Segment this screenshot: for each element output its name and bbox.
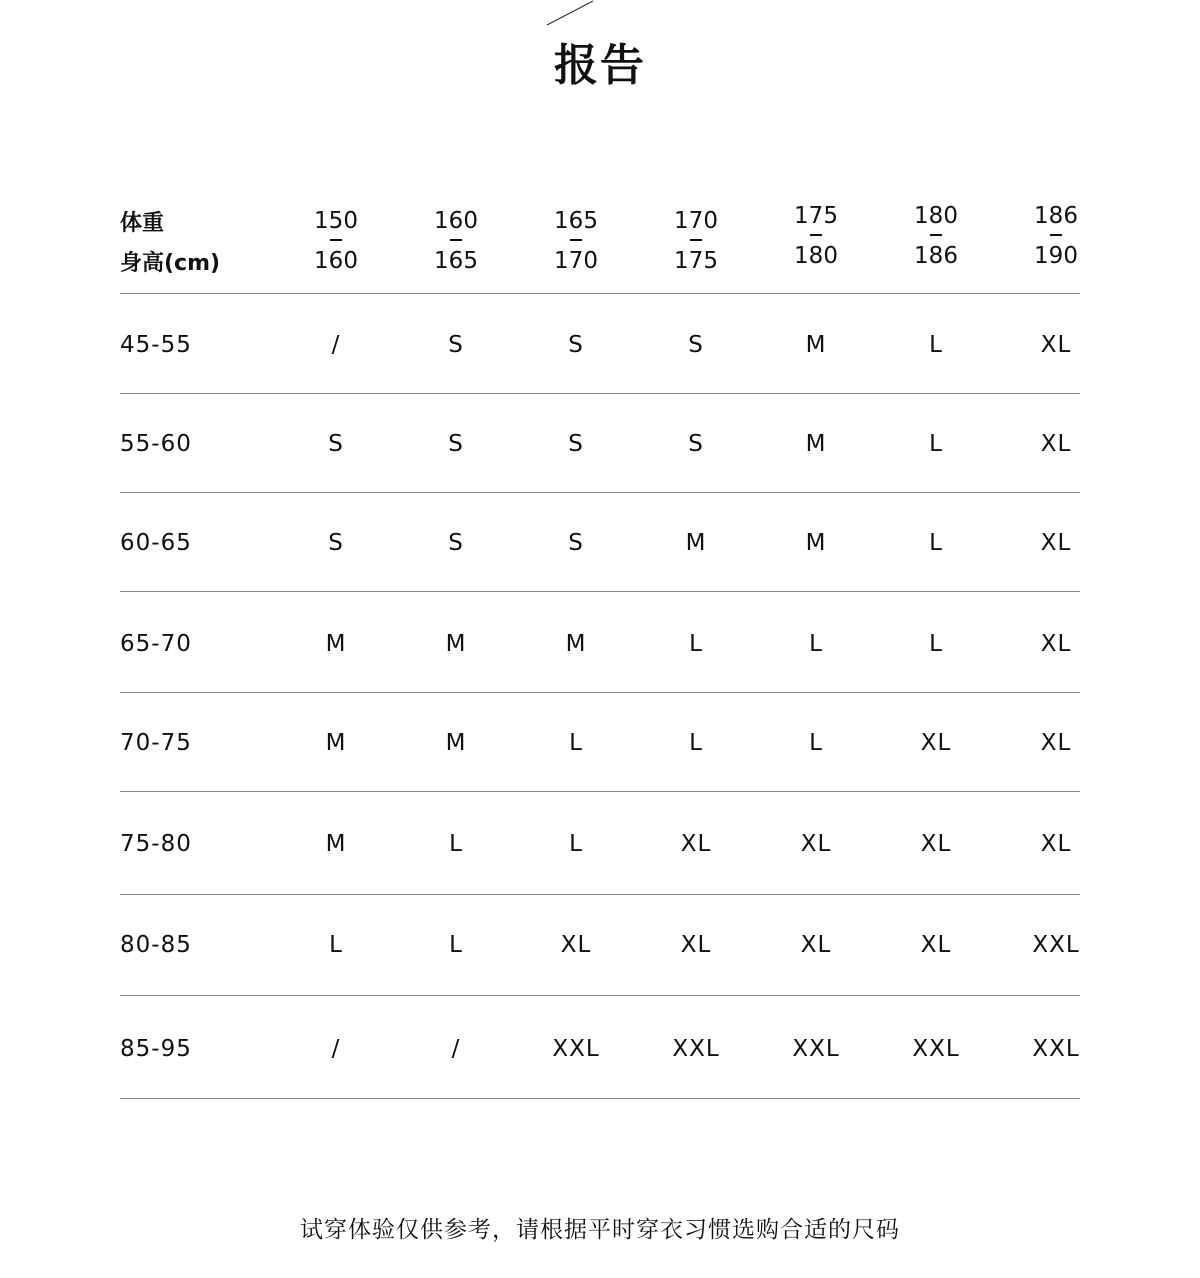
- size-cell: S: [328, 431, 344, 457]
- size-cell: L: [929, 332, 943, 358]
- row-divider: [120, 393, 1080, 394]
- range-dash: [570, 239, 582, 241]
- weight-range-label: 60-65: [120, 530, 192, 556]
- size-cell: /: [331, 1036, 341, 1062]
- size-cell: M: [805, 431, 827, 457]
- height-range-start: 160: [434, 208, 478, 234]
- size-cell: XL: [920, 730, 952, 756]
- range-dash: [930, 234, 942, 236]
- size-cell: S: [688, 332, 704, 358]
- size-cell: M: [805, 530, 827, 556]
- size-cell: M: [445, 730, 467, 756]
- size-cell: L: [689, 730, 703, 756]
- size-cell: L: [809, 730, 823, 756]
- size-cell: XXL: [792, 1036, 840, 1062]
- height-axis-label: 身高(cm): [120, 251, 221, 276]
- weight-range-label: 70-75: [120, 730, 192, 756]
- size-cell: XL: [1040, 631, 1072, 657]
- size-cell: S: [568, 332, 584, 358]
- range-dash: [330, 239, 342, 241]
- height-range-start: 180: [914, 203, 958, 229]
- size-cell: S: [568, 431, 584, 457]
- table-row: [120, 925, 1080, 965]
- row-divider: [120, 995, 1080, 996]
- size-cell: L: [929, 530, 943, 556]
- page-title: 报告: [554, 40, 646, 91]
- height-column-header: [656, 210, 736, 272]
- height-range-end: 165: [434, 248, 478, 274]
- table-row: [120, 523, 1080, 563]
- size-cell: XXL: [1032, 1036, 1080, 1062]
- weight-range-label: 55-60: [120, 431, 192, 457]
- size-cell: XL: [1040, 730, 1072, 756]
- size-cell: L: [809, 631, 823, 657]
- height-range-start: 150: [314, 208, 358, 234]
- size-cell: /: [451, 1036, 461, 1062]
- height-range-end: 175: [674, 248, 718, 274]
- size-cell: L: [689, 631, 703, 657]
- size-cell: XL: [920, 831, 952, 857]
- size-cell: M: [805, 332, 827, 358]
- size-cell: L: [569, 730, 583, 756]
- height-range-start: 175: [794, 203, 838, 229]
- row-divider: [120, 492, 1080, 493]
- size-cell: XXL: [912, 1036, 960, 1062]
- size-cell: XXL: [552, 1036, 600, 1062]
- size-cell: XL: [1040, 431, 1072, 457]
- weight-range-label: 85-95: [120, 1036, 192, 1062]
- size-cell: M: [325, 730, 347, 756]
- height-range-end: 186: [914, 243, 958, 269]
- size-cell: XL: [560, 932, 592, 958]
- size-cell: L: [449, 932, 463, 958]
- row-divider: [120, 692, 1080, 693]
- row-divider: [120, 591, 1080, 592]
- table-header: [120, 196, 1080, 294]
- size-cell: S: [448, 530, 464, 556]
- height-column-header: [776, 205, 856, 267]
- height-range-end: 190: [1034, 243, 1078, 269]
- size-cell: XL: [1040, 332, 1072, 358]
- size-cell: /: [331, 332, 341, 358]
- table-row: [120, 624, 1080, 664]
- size-cell: S: [688, 431, 704, 457]
- size-cell: S: [448, 332, 464, 358]
- header-corner-label: [120, 204, 220, 284]
- height-range-end: 170: [554, 248, 598, 274]
- size-cell: M: [325, 831, 347, 857]
- table-bottom-divider: [120, 1098, 1080, 1099]
- size-cell: S: [568, 530, 584, 556]
- range-dash: [690, 239, 702, 241]
- height-column-header: [896, 205, 976, 267]
- table-row: [120, 824, 1080, 864]
- size-cell: XL: [920, 932, 952, 958]
- table-row: [120, 1029, 1080, 1069]
- weight-range-label: 65-70: [120, 631, 192, 657]
- weight-range-label: 80-85: [120, 932, 192, 958]
- range-dash: [1050, 234, 1062, 236]
- table-row: [120, 325, 1080, 365]
- row-divider: [120, 791, 1080, 792]
- height-column-header: [536, 210, 616, 272]
- height-column-header: [416, 210, 496, 272]
- size-cell: XL: [1040, 831, 1072, 857]
- size-cell: L: [569, 831, 583, 857]
- weight-range-label: 45-55: [120, 332, 192, 358]
- size-cell: XL: [680, 932, 712, 958]
- height-column-header: [296, 210, 376, 272]
- size-cell: L: [929, 631, 943, 657]
- size-cell: XXL: [672, 1036, 720, 1062]
- height-range-start: 165: [554, 208, 598, 234]
- table-row: [120, 424, 1080, 464]
- range-dash: [810, 234, 822, 236]
- size-cell: M: [685, 530, 707, 556]
- size-cell: XXL: [1032, 932, 1080, 958]
- height-range-start: 170: [674, 208, 718, 234]
- decorative-slash-line: [546, 0, 594, 26]
- size-cell: S: [448, 431, 464, 457]
- size-cell: S: [328, 530, 344, 556]
- height-column-header: [1016, 205, 1096, 267]
- range-dash: [450, 239, 462, 241]
- height-range-end: 180: [794, 243, 838, 269]
- size-cell: XL: [800, 932, 832, 958]
- weight-range-label: 75-80: [120, 831, 192, 857]
- footer-note: 试穿体验仅供参考，请根据平时穿衣习惯选购合适的尺码: [300, 1217, 900, 1243]
- height-range-end: 160: [314, 248, 358, 274]
- header-divider: [120, 293, 1080, 294]
- table-row: [120, 723, 1080, 763]
- size-cell: L: [329, 932, 343, 958]
- size-cell: M: [565, 631, 587, 657]
- weight-axis-label: 体重: [120, 211, 165, 236]
- size-cell: M: [325, 631, 347, 657]
- row-divider: [120, 894, 1080, 895]
- size-cell: XL: [800, 831, 832, 857]
- size-cell: XL: [680, 831, 712, 857]
- size-cell: XL: [1040, 530, 1072, 556]
- height-range-start: 186: [1034, 203, 1078, 229]
- size-cell: M: [445, 631, 467, 657]
- size-cell: L: [929, 431, 943, 457]
- size-cell: L: [449, 831, 463, 857]
